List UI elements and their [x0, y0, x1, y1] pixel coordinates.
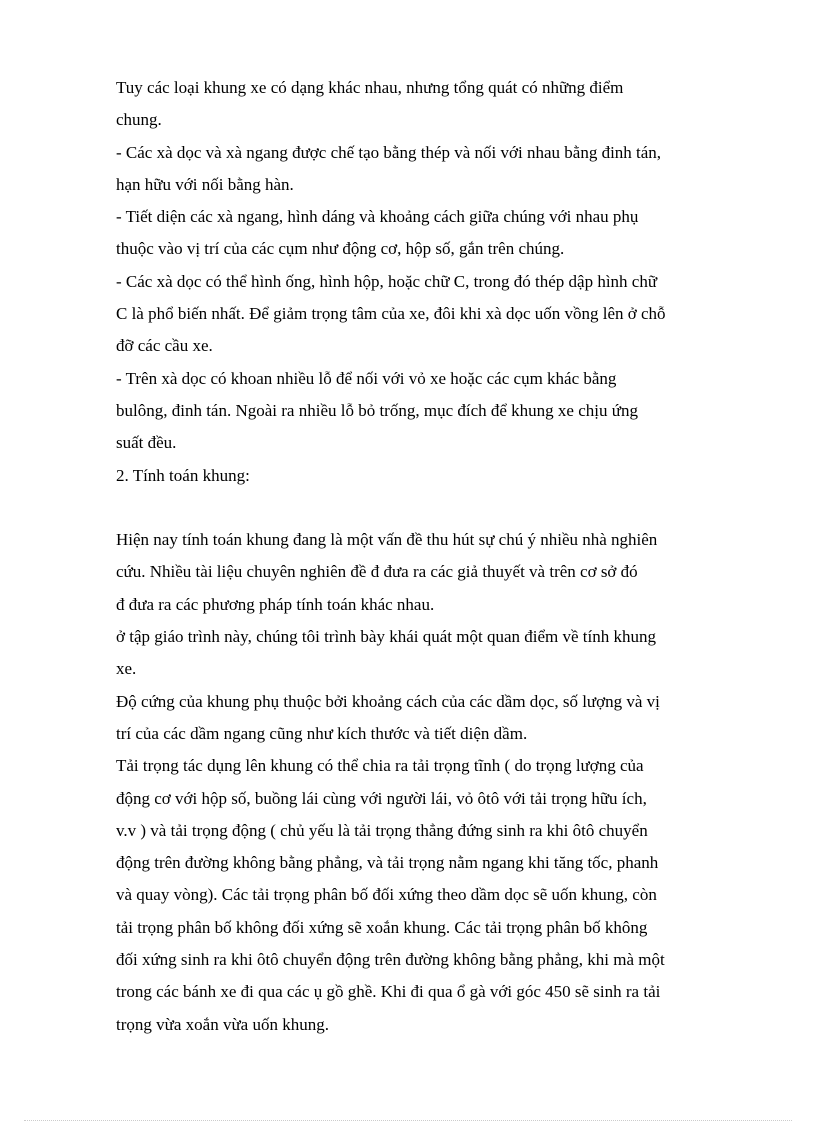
- text-line: chung.: [116, 110, 162, 130]
- text-line: trọng vừa xoắn vừa uốn khung.: [116, 1014, 329, 1034]
- text-line: Tuy các loại khung xe có dạng khác nhau, nhưng tổng quát có những điểm: [116, 78, 624, 97]
- text-line: đỡ các cầu xe.: [116, 336, 213, 356]
- text-line: cứu. Nhiều tài liệu chuyên nghiên đề đ đưa ra các giả thuyết và trên cơ sở đó: [116, 562, 638, 582]
- text-line: v.v ) và tải trọng động ( chủ yếu là tải trọng thẳng đứng sinh ra khi ôtô chuyển: [116, 820, 648, 840]
- text-line: C là phổ biến nhất. Để giảm trọng tâm của xe, đôi khi xà dọc uốn vồng lên ở chỗ: [116, 304, 666, 324]
- text-line: xe.: [116, 659, 137, 679]
- text-line: - Tiết diện các xà ngang, hình dáng và khoảng cách giữa chúng với nhau phụ: [116, 207, 639, 227]
- text-line: ở tập giáo trình này, chúng tôi trình bày khái quát một quan điểm về tính khung: [116, 627, 656, 647]
- text-line: 2. Tính toán khung:: [116, 465, 250, 485]
- text-line: - Trên xà dọc có khoan nhiều lỗ để nối với vỏ xe hoặc các cụm khác bằng: [116, 368, 617, 388]
- text-line: đối xứng sinh ra khi ôtô chuyển động trên đường không bằng phẳng, khi mà một: [116, 950, 665, 970]
- text-line: và quay vòng). Các tải trọng phân bố đối xứng theo dầm dọc sẽ uốn khung, còn: [116, 885, 657, 905]
- text-line: Hiện nay tính toán khung đang là một vấn đề thu hút sự chú ý nhiều nhà nghiên: [116, 530, 658, 550]
- text-line: bulông, đinh tán. Ngoài ra nhiều lỗ bỏ trống, mục đích để khung xe chịu ứng: [116, 400, 638, 420]
- text-line: động cơ với hộp số, buồng lái cùng với người lái, vỏ ôtô với tải trọng hữu ích,: [116, 788, 647, 808]
- text-line: động trên đường không bằng phẳng, và tải trọng nằm ngang khi tăng tốc, phanh: [116, 853, 659, 873]
- text-line: trí của các dầm ngang cũng như kích thước và tiết diện dầm.: [116, 723, 528, 743]
- text-line: tải trọng phân bố không đối xứng sẽ xoắn khung. Các tải trọng phân bố không: [116, 917, 648, 937]
- text-line: hạn hữu với nối bằng hàn.: [116, 174, 294, 194]
- text-line: Tải trọng tác dụng lên khung có thể chia ra tải trọng tĩnh ( do trọng lượng của: [116, 756, 644, 776]
- text-line: - Các xà dọc và xà ngang được chế tạo bằng thép và nối với nhau bằng đinh tán,: [116, 142, 662, 162]
- text-line: thuộc vào vị trí của các cụm như động cơ, hộp số, gắn trên chúng.: [116, 239, 565, 259]
- text-line: suất đều.: [116, 433, 177, 453]
- blank-line: [116, 492, 756, 524]
- page-bottom-divider: [24, 1120, 792, 1121]
- body-text: [116, 72, 756, 1041]
- text-line: đ đưa ra các phương pháp tính toán khác nhau.: [116, 594, 435, 614]
- text-line: - Các xà dọc có thể hình ống, hình hộp, hoặc chữ C, trong đó thép dập hình chữ: [116, 271, 658, 291]
- text-line: Độ cứng của khung phụ thuộc bởi khoảng cách của các dầm dọc, số lượng và vị: [116, 691, 660, 711]
- text-line: trong các bánh xe đi qua các ụ gồ ghề. Khi đi qua ổ gà với góc 450 sẽ sinh ra tải: [116, 982, 661, 1002]
